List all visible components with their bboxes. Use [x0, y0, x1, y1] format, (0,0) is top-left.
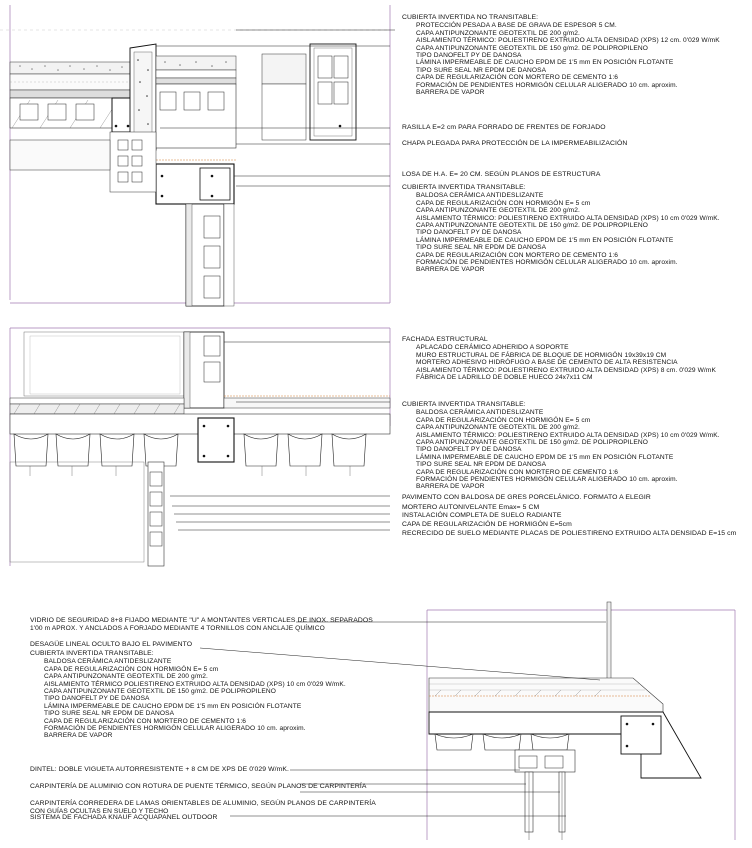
section3-group-2-item: CAPA DE REGULARIZACIÓN CON HORMIGÓN E= 5 cm	[44, 665, 219, 673]
section2-group-4-heading: INSTALACIÓN COMPLETA DE SUELO RADIANTE	[402, 512, 562, 519]
section2-group-3-heading: MORTERO AUTONIVELANTE Emax= 5 CM	[402, 504, 540, 511]
section2-group-6-heading: RECRECIDO DE SUELO MEDIANTE PLACAS DE POLIESTIRENO EXTRUIDO ALTA DENSIDAD E=15 cm	[402, 530, 737, 537]
section2-group-1-item: CAPA ANTIPUNZONANTE GEOTEXTIL DE 200 g/m2.	[416, 424, 580, 432]
section1-group-0-item: CAPA ANTIPUNZONANTE GEOTEXTIL DE 200 g/m2.	[416, 29, 580, 37]
section3-group-0-continuation: 1'00 m APROX. Y ANCLADOS A FORJADO MEDIANTE 4 TORNILLOS CON ANCLAJE QUÍMICO	[30, 625, 325, 633]
section3-group-2-item: CAPA ANTIPUNZONANTE GEOTEXTIL DE 150 g/m2. DE POLIPROPILENO	[44, 688, 276, 695]
section3-group-2-heading: CUBIERTA INVERTIDA TRANSITABLE:	[30, 650, 154, 657]
section1-group-0-item: CAPA ANTIPUNZONANTE GEOTEXTIL DE 150 g/m2. DE POLIPROPILENO	[416, 44, 648, 52]
section1-group-2-heading: CHAPA PLEGADA PARA PROTECCIÓN DE LA IMPERMEABILIZACIÓN	[402, 140, 628, 147]
section3-group-4-heading: CARPINTERÍA DE ALUMINIO CON ROTURA DE PUENTE TÉRMICO, SEGÚN PLANOS DE CARPINTERÍA	[30, 783, 367, 790]
section1-group-0-heading: CUBIERTA INVERTIDA NO TRANSITABLE:	[402, 14, 539, 21]
section1-group-4-item: LÁMINA IMPERMEABLE DE CAUCHO EPDM DE 1'5 mm EN POSICIÓN FLOTANTE	[416, 236, 674, 244]
section1-group-4-item: BARRERA DE VAPOR	[416, 266, 485, 274]
section2-drawing	[0, 326, 395, 571]
section1-group-1-heading: RASILLA E=2 cm PARA FORRADO DE FRENTES DE FORJADO	[402, 124, 606, 131]
section2-group-1-item: AISLAMIENTO TÉRMICO: POLIESTIRENO EXTRUIDO ALTA DENSIDAD (XPS) 10 cm 0'029 W/mK.	[416, 431, 720, 439]
section2-group-1-item: BALDOSA CERÁMICA ANTIDESLIZANTE	[416, 409, 544, 417]
section2-group-0-item: MURO ESTRUCTURAL DE FÁBRICA DE BLOQUE DE HORMIGÓN 19x39x19 CM	[416, 351, 667, 359]
section1-group-3-heading: LOSA DE H.A. E= 20 CM. SEGÚN PLANOS DE ESTRUCTURA	[402, 171, 601, 178]
section3-group-3-heading: DINTEL: DOBLE VIGUETA AUTORRESISTENTE + 8 CM DE XPS DE 0'029 W/mK.	[30, 766, 290, 773]
section2-group-0-heading: FACHADA ESTRUCTURAL	[402, 336, 488, 343]
section1-group-0-item: AISLAMIENTO TÉRMICO: POLIESTIRENO EXTRUIDO ALTA DENSIDAD (XPS) 12 cm. 0'029 W/mK	[416, 37, 720, 45]
section2-group-1-heading: CUBIERTA INVERTIDA TRANSITABLE:	[402, 401, 526, 408]
section3-group-2-item: FORMACIÓN DE PENDIENTES HORMIGÓN CELULAR ALIGERADO 10 cm. aproxim.	[44, 725, 306, 732]
section2-group-1-item: CAPA DE REGULARIZACIÓN CON MORTERO DE CEMENTO 1:6	[416, 468, 619, 476]
section1-group-4-item: CAPA ANTIPUNZONANTE GEOTEXTIL DE 200 g/m2.	[416, 207, 580, 215]
section3-group-2-item: LÁMINA IMPERMEABLE DE CAUCHO EPDM DE 1'5 mm EN POSICIÓN FLOTANTE	[44, 702, 302, 710]
section3-group-2-item: CAPA ANTIPUNZONANTE GEOTEXTIL DE 200 g/m2.	[44, 673, 208, 681]
section1-group-4-item: FORMACIÓN DE PENDIENTES HORMIGÓN CELULAR ALIGERADO 10 cm. aproxim.	[416, 259, 678, 266]
section2-group-1-item: CAPA DE REGULARIZACIÓN CON HORMIGÓN E= 5 cm	[416, 416, 591, 424]
section3-group-2-item: AISLAMIENTO TÉRMICO POLIESTIRENO EXTRUIDO ALTA DENSIDAD (XPS) 10 cm 0'029 W/mK.	[44, 680, 346, 688]
section2-group-1-item: TIPO SURE SEAL NR EPDM DE DANOSA	[416, 461, 547, 469]
section3-group-1-heading: DESAGÜE LINEAL OCULTO BAJO EL PAVIMENTO	[30, 641, 193, 648]
section3-group-6-heading: SISTEMA DE FACHADA KNAUF ACQUAPANEL OUTDOOR	[30, 814, 218, 821]
section2-group-0-item: MORTERO ADHESIVO HIDRÓFUGO A BASE DE CEMENTO DE ALTA RESISTENCIA	[416, 359, 678, 367]
section1-group-4-item: TIPO SURE SEAL NR EPDM DE DANOSA	[416, 244, 547, 252]
section2-group-1-item: LÁMINA IMPERMEABLE DE CAUCHO EPDM DE 1'5 mm EN POSICIÓN FLOTANTE	[416, 453, 674, 461]
section2-group-0-item: APLACADO CERÁMICO ADHERIDO A SOPORTE	[416, 344, 569, 352]
section1-group-4-item: BALDOSA CERÁMICA ANTIDESLIZANTE	[416, 192, 544, 200]
section1-group-0-item: TIPO DANOFELT PY DE DANOSA	[416, 52, 522, 59]
section1-drawing	[0, 0, 395, 308]
section1-group-4-item: TIPO DANOFELT PY DE DANOSA	[416, 229, 522, 237]
section1-group-0-item: TIPO SURE SEAL NR EPDM DE DANOSA	[416, 66, 547, 74]
section1-group-4-item: CAPA DE REGULARIZACIÓN CON HORMIGÓN E= 5 cm	[416, 199, 591, 207]
section1-group-4-item: CAPA DE REGULARIZACIÓN CON MORTERO DE CEMENTO 1:6	[416, 251, 619, 259]
section3-group-5-heading: CARPINTERÍA CORREDERA DE LAMAS ORIENTABLES DE ALUMINIO, SEGÚN PLANOS DE CARPINTERÍA	[30, 800, 376, 807]
section3-group-2-item: BARRERA DE VAPOR	[44, 732, 113, 740]
section2-group-2-heading: PAVIMENTO CON BALDOSA DE GRES PORCELÁNICO. FORMATO A ELEGIR	[402, 494, 651, 501]
section1-group-0-item: PROTECCIÓN PESADA A BASE DE GRAVA DE ESPESOR 5 CM.	[416, 22, 617, 30]
section2-group-1-item: TIPO DANOFELT PY DE DANOSA	[416, 446, 522, 454]
section1-group-0-item: FORMACIÓN DE PENDIENTES HORMIGÓN CELULAR ALIGERADO 10 cm. aproxim.	[416, 81, 678, 89]
section1-group-0-item: CAPA DE REGULARIZACIÓN CON MORTERO DE CEMENTO 1:6	[416, 74, 619, 82]
section2-group-1-item: FORMACIÓN DE PENDIENTES HORMIGÓN CELULAR ALIGERADO 10 cm. aproxim.	[416, 476, 678, 483]
section3-group-0-heading: VIDRIO DE SEGURIDAD 8+8 FIJADO MEDIANTE "U" A MONTANTES VERTICALES DE INOX. SEPARADOS	[30, 617, 373, 624]
section3-group-2-item: CAPA DE REGULARIZACIÓN CON MORTERO DE CEMENTO 1:6	[44, 717, 247, 725]
section1-group-0-item: BARRERA DE VAPOR	[416, 89, 485, 96]
section2-group-0-item: FÁBRICA DE LADRILLO DE DOBLE HUECO 24x7x11 CM	[416, 374, 593, 381]
section2-group-1-item: CAPA ANTIPUNZONANTE GEOTEXTIL DE 150 g/m2. DE POLIPROPILENO	[416, 439, 648, 446]
section1-group-4-item: CAPA ANTIPUNZONANTE GEOTEXTIL DE 150 g/m2. DE POLIPROPILENO	[416, 222, 648, 229]
section3-group-2-item: TIPO DANOFELT PY DE DANOSA	[44, 695, 150, 703]
section3-group-5-continuation: CON GUÍAS OCULTAS EN SUELO Y TECHO	[30, 808, 169, 816]
section1-group-4-item: AISLAMIENTO TÉRMICO: POLIESTIRENO EXTRUIDO ALTA DENSIDAD (XPS) 10 cm 0'029 W/mK.	[416, 214, 720, 222]
section2-group-1-item: BARRERA DE VAPOR	[416, 483, 485, 491]
section1-group-0-item: LÁMINA IMPERMEABLE DE CAUCHO EPDM DE 1'5 mm EN POSICIÓN FLOTANTE	[416, 59, 674, 67]
section2-group-5-heading: CAPA DE REGULARIZACIÓN DE HORMIGÓN E=5cm	[402, 521, 572, 528]
section2-group-0-item: AISLAMIENTO TÉRMICO: POLIESTIRENO EXTRUIDO ALTA DENSIDAD (XPS) 8 cm. 0'029 W/mK	[416, 366, 716, 374]
section3-group-2-item: TIPO SURE SEAL NR EPDM DE DANOSA	[44, 710, 175, 718]
section3-group-2-item: BALDOSA CERÁMICA ANTIDESLIZANTE	[44, 658, 172, 666]
section1-group-4-heading: CUBIERTA INVERTIDA TRANSITABLE:	[402, 184, 526, 191]
